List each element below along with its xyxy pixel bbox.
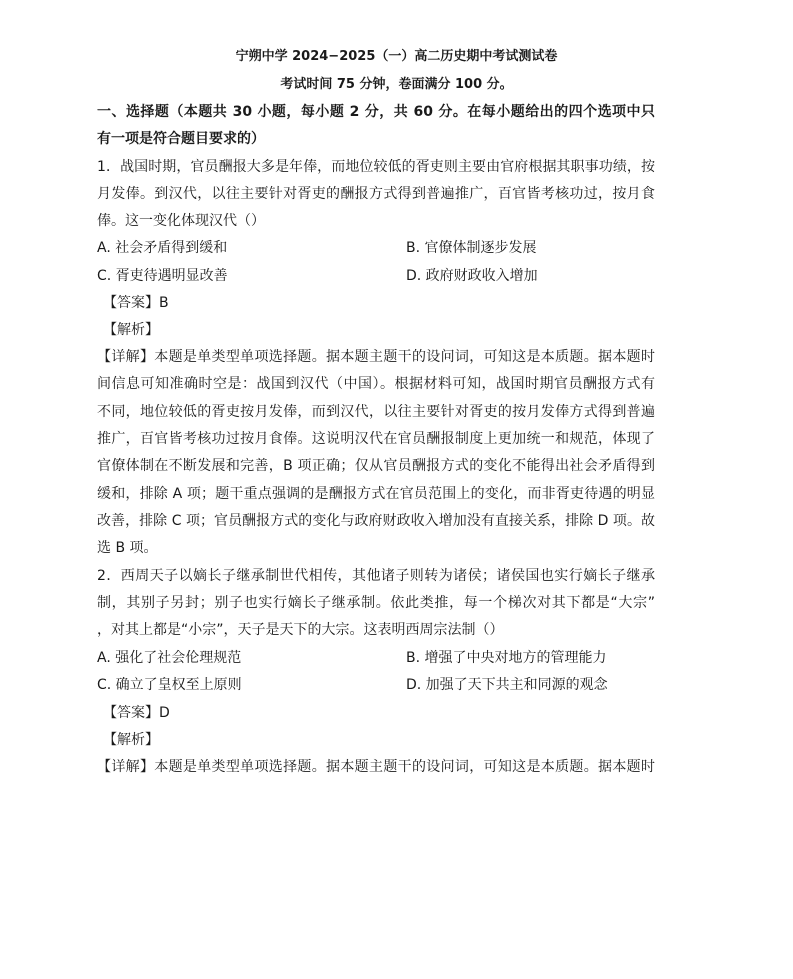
q2-stem-line2: 制，其别子另封；别子也实行嫡长子继承制。依此类推，每一个梯次对其下都是“大宗”: [97, 595, 655, 611]
q1-detail-line1: 【详解】本题是单类型单项选择题。据本题主题干的设问词，可知这是本质题。据本题时: [97, 349, 655, 365]
q1-option-b: B. 官僚体制逐步发展: [406, 240, 537, 256]
exam-title: 宁朔中学 2024−2025（一）高二历史期中考试测试卷: [235, 49, 558, 64]
q2-stem-line1: 2．西周天子以嫡长子继承制世代相传，其他诸子则转为诸侯；诸侯国也实行嫡长子继承: [97, 568, 655, 584]
q1-stem-line1: 1．战国时期，官员酬报大多是年俸，而地位较低的胥吏则主要由官府根据其职事功绩，按: [97, 159, 655, 175]
q2-detail-line1: 【详解】本题是单类型单项选择题。据本题主题干的设问词，可知这是本质题。据本题时: [97, 759, 655, 775]
q1-analysis-label: 【解析】: [103, 322, 159, 338]
q2-analysis-label: 【解析】: [103, 732, 159, 748]
exam-subtitle: 考试时间 75 分钟，卷面满分 100 分。: [280, 77, 513, 92]
q1-option-a: A. 社会矛盾得到缓和: [97, 240, 228, 256]
q1-detail-line3: 不同，地位较低的胥吏按月发俸，而到汉代，以往主要针对胥吏的按月发俸方式得到普遍: [97, 404, 655, 420]
q1-answer: 【答案】B: [103, 295, 169, 311]
q1-stem-line2: 月发俸。到汉代，以往主要针对胥吏的酬报方式得到普遍推广，百官皆考核功过，按月食: [97, 186, 655, 202]
q1-detail-line2: 间信息可知准确时空是：战国到汉代（中国）。根据材料可知，战国时期官员酬报方式有: [97, 376, 655, 392]
section-heading-line2: 有一项是符合题目要求的）: [97, 131, 265, 147]
q1-option-c: C. 胥吏待遇明显改善: [97, 268, 228, 284]
q1-detail-line7: 改善，排除 C 项；官员酬报方式的变化与政府财政收入增加没有直接关系，排除 D 项。故: [97, 513, 655, 529]
section-heading-line1: 一、选择题（本题共 30 小题，每小题 2 分，共 60 分。在每小题给出的四个选项中只: [97, 104, 655, 120]
q1-detail-line8: 选 B 项。: [97, 540, 158, 556]
q2-option-a: A. 强化了社会伦理规范: [97, 650, 242, 666]
q2-stem-line3: ，对其上都是“小宗”，天子是天下的大宗。这表明西周宗法制（）: [97, 622, 504, 638]
q1-option-d: D. 政府财政收入增加: [406, 268, 538, 284]
q2-option-c: C. 确立了皇权至上原则: [97, 677, 242, 693]
q2-answer: 【答案】D: [103, 705, 170, 721]
q1-stem-line3: 俸。这一变化体现汉代（）: [97, 213, 265, 229]
q1-detail-line6: 缓和，排除 A 项；题干重点强调的是酬报方式在官员范围上的变化，而非胥吏待遇的明显: [97, 486, 655, 502]
q1-detail-line4: 推广，百官皆考核功过按月食俸。这说明汉代在官员酬报制度上更加统一和规范，体现了: [97, 431, 655, 447]
q2-option-d: D. 加强了天下共主和同源的观念: [406, 677, 608, 693]
q1-detail-line5: 官僚体制在不断发展和完善，B 项正确；仅从官员酬报方式的变化不能得出社会矛盾得到: [97, 458, 655, 474]
q2-option-b: B. 增强了中央对地方的管理能力: [406, 650, 607, 666]
